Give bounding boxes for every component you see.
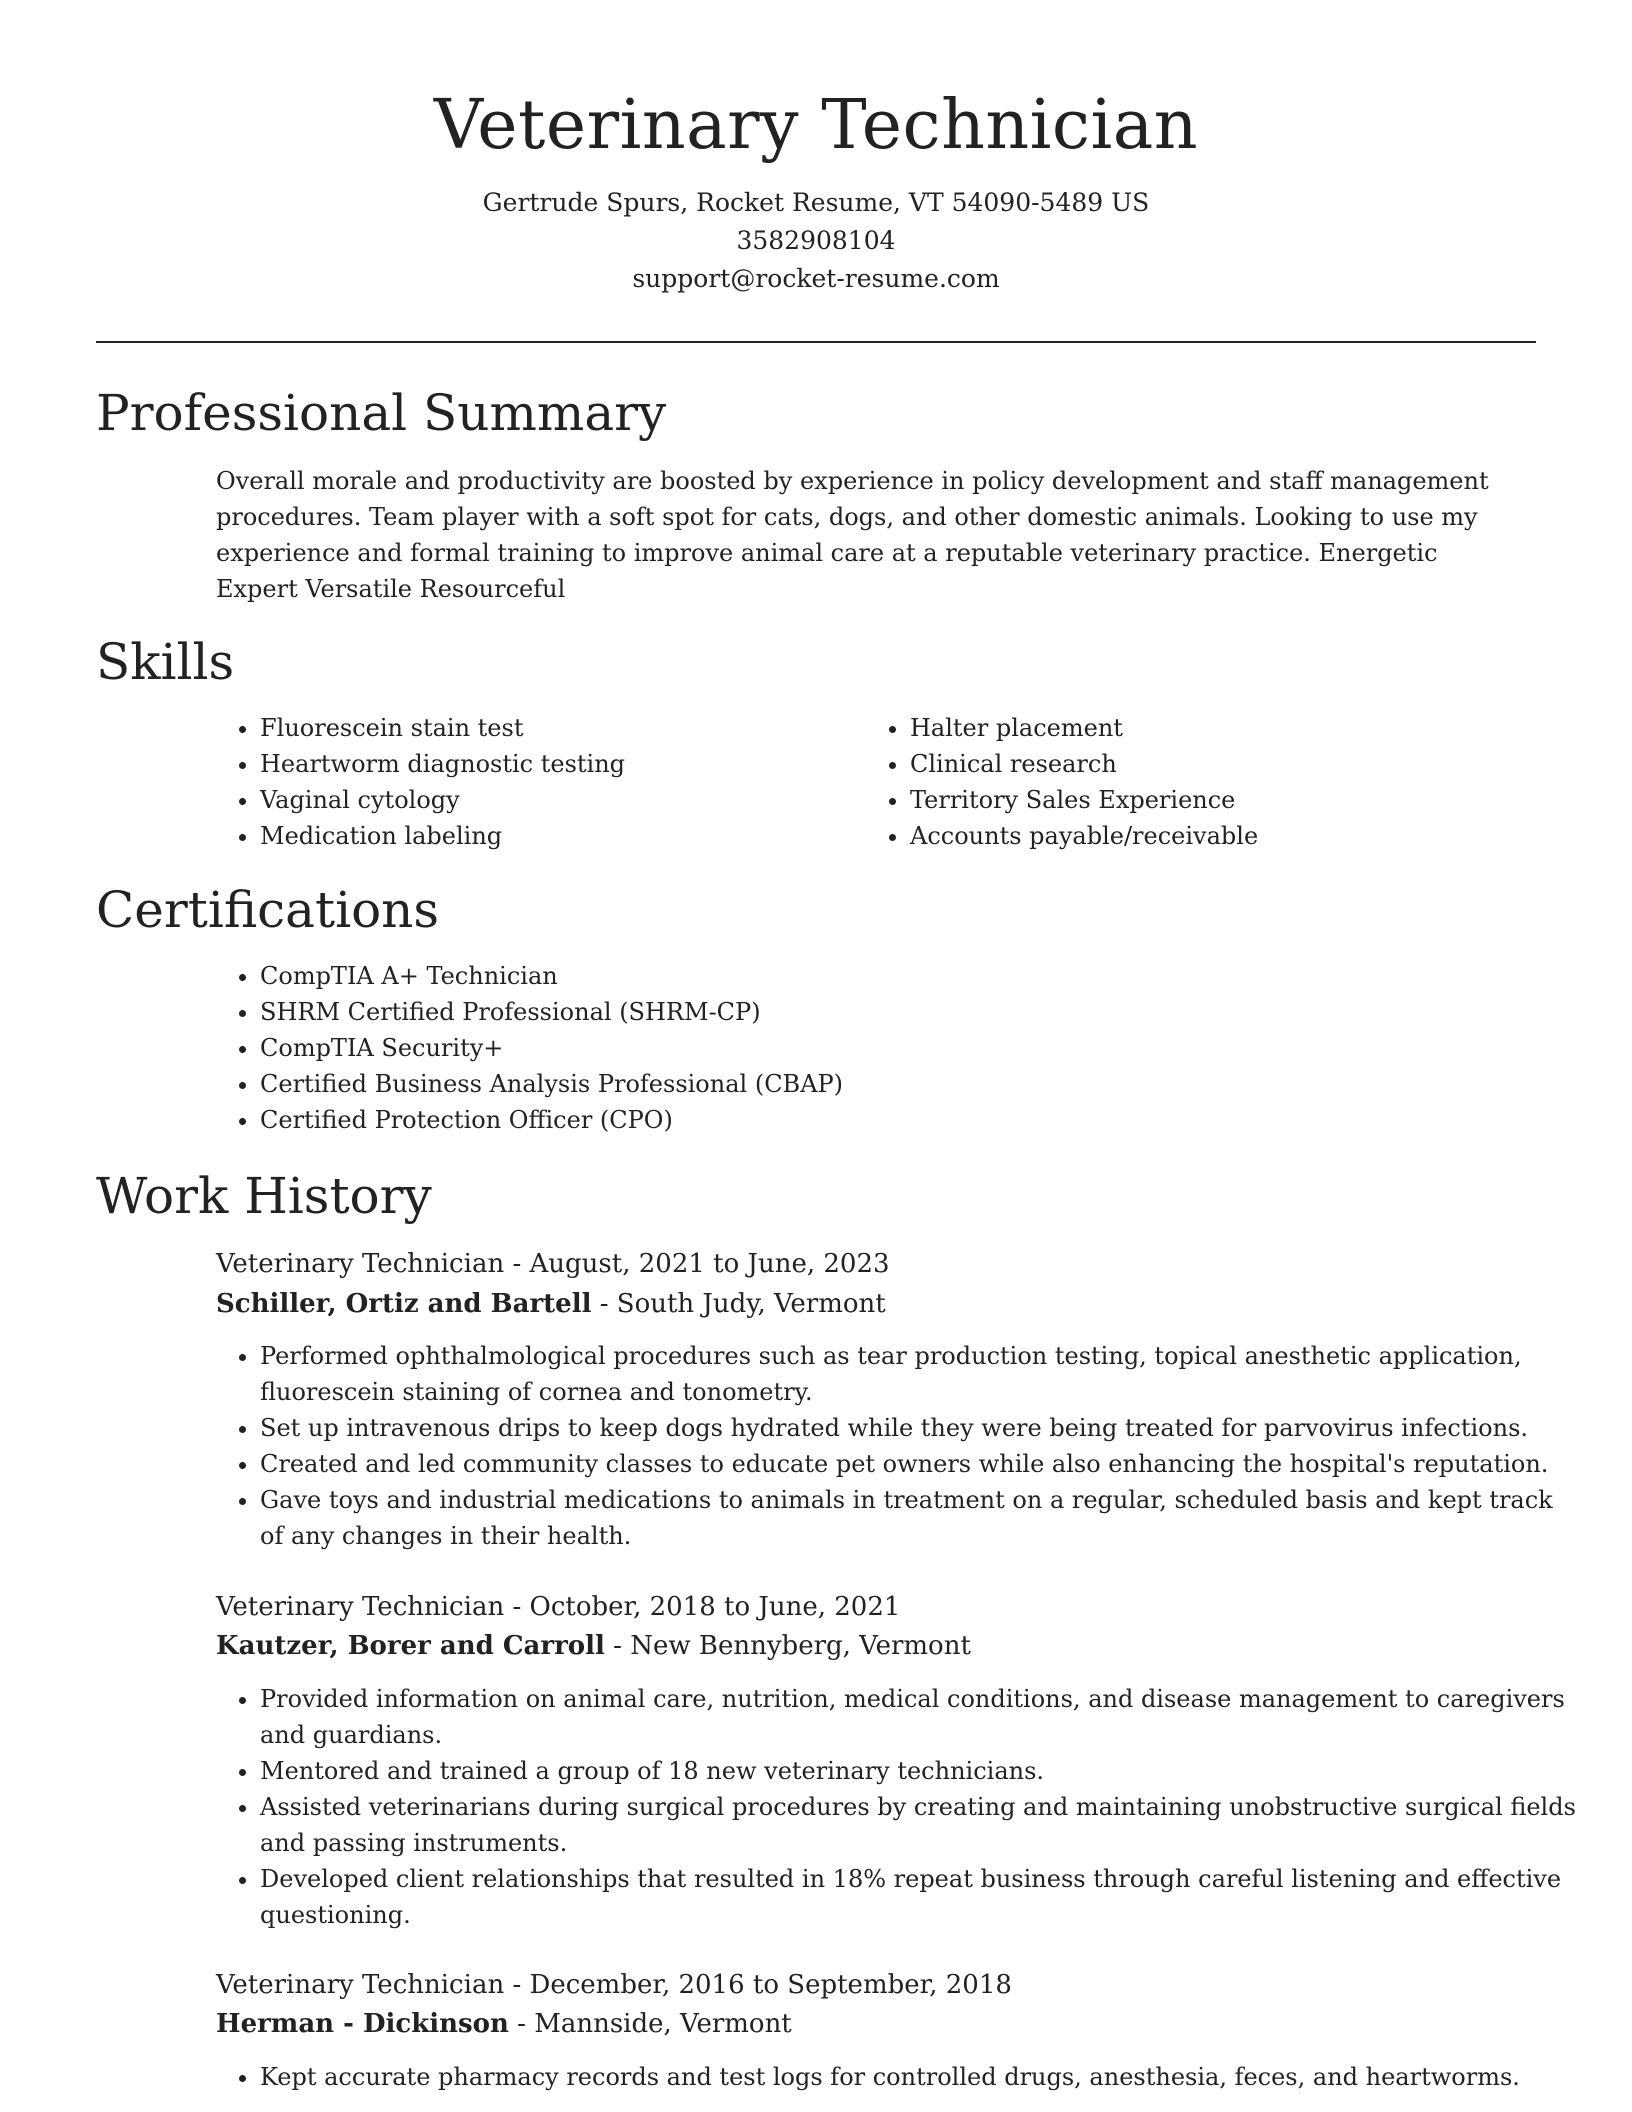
job-dates: - December, 2016 to September, 2018	[504, 1970, 1012, 2000]
certifications-list	[216, 958, 1560, 1138]
job-company-line	[216, 1627, 971, 1665]
job-company-line	[216, 2005, 792, 2043]
job-location: - South Judy, Vermont	[591, 1289, 886, 1319]
skill-item: • Accounts payable/receivable	[910, 818, 1550, 854]
job-title: Veterinary Technician	[216, 1592, 505, 1622]
job-location: - Mannside, Vermont	[508, 2009, 792, 2039]
skill-item: • Fluorescein stain test	[260, 710, 840, 746]
skill-item: • Heartworm diagnostic testing	[260, 746, 840, 782]
job-bullet: • Gave toys and industrial medications to animals in treatment on a regular, scheduled basis and kept track of any changes in their health.	[260, 1482, 1582, 1554]
resume-name: Veterinary Technician	[433, 86, 1199, 165]
skills-heading: Skills	[96, 633, 235, 691]
job-bullet: • Developed client relationships that resulted in 18% repeat business through careful listening and effective questioning.	[260, 1861, 1582, 1933]
contact-email: support@rocket-resume.com	[632, 264, 1000, 293]
certification-item: • CompTIA A+ Technician	[260, 958, 1560, 994]
job-title-line	[216, 1245, 890, 1283]
job-title-line	[216, 1966, 1012, 2004]
job-company: Herman - Dickinson	[216, 2009, 509, 2039]
job-company: Kautzer, Borer and Carroll	[216, 1631, 605, 1661]
job-dates: - August, 2021 to June, 2023	[504, 1249, 890, 1279]
certifications-heading: Certifications	[96, 881, 440, 939]
job-bullets	[216, 1338, 1582, 1554]
job-bullet: • Created and led community classes to educate pet owners while also enhancing the hospital's reputation.	[260, 1446, 1582, 1482]
job-bullet: • Provided information on animal care, nutrition, medical conditions, and disease management to caregivers and guardians.	[260, 1681, 1582, 1753]
job-bullets	[216, 1681, 1582, 1933]
job-company-line	[216, 1285, 886, 1323]
certification-item: • SHRM Certified Professional (SHRM-CP)	[260, 994, 1560, 1030]
certification-item: • CompTIA Security+	[260, 1030, 1560, 1066]
work-history-heading: Work History	[96, 1167, 432, 1225]
skill-item: • Medication labeling	[260, 818, 840, 854]
job-title: Veterinary Technician	[216, 1249, 505, 1279]
job-bullet: • Set up intravenous drips to keep dogs hydrated while they were being treated for parvovirus infections.	[260, 1410, 1582, 1446]
contact-address: Gertrude Spurs, Rocket Resume, VT 54090-5489 US	[482, 188, 1150, 217]
job-bullet: • Kept accurate pharmacy records and test logs for controlled drugs, anesthesia, feces, and heartworms.	[260, 2059, 1582, 2095]
job-dates: - October, 2018 to June, 2021	[504, 1592, 901, 1622]
skill-item: • Vaginal cytology	[260, 782, 840, 818]
job-title-line	[216, 1588, 900, 1626]
skill-item: • Clinical research	[910, 746, 1550, 782]
job-location: - New Bennyberg, Vermont	[604, 1631, 971, 1661]
contact-phone: 3582908104	[736, 226, 896, 255]
summary-heading: Professional Summary	[96, 384, 667, 442]
header-divider	[96, 341, 1536, 343]
job-company: Schiller, Ortiz and Bartell	[216, 1289, 592, 1319]
job-bullet: • Performed ophthalmological procedures such as tear production testing, topical anesthetic application, fluorescein staining of cornea and tonometry.	[260, 1338, 1582, 1410]
certification-item: • Certified Business Analysis Professional (CBAP)	[260, 1066, 1560, 1102]
job-bullets	[216, 2059, 1582, 2095]
job-bullet: • Mentored and trained a group of 18 new veterinary technicians.	[260, 1753, 1582, 1789]
skill-item: • Halter placement	[910, 710, 1550, 746]
job-title: Veterinary Technician	[216, 1970, 505, 2000]
skills-list-right	[866, 710, 1550, 854]
job-bullet: • Assisted veterinarians during surgical procedures by creating and maintaining unobstructive surgical fields and passing instruments.	[260, 1789, 1582, 1861]
skill-item: • Territory Sales Experience	[910, 782, 1550, 818]
summary-text: Overall morale and productivity are boosted by experience in policy development and staff management procedures. Team player with a soft spot for cats, dogs, and other domestic animals. Looking to use my experience and formal training to improve animal care at a reputable veterinary practice. Energetic Expert Versatile Resourceful	[216, 467, 1489, 603]
certification-item: • Certified Protection Officer (CPO)	[260, 1102, 1560, 1138]
skills-list-left	[216, 710, 840, 854]
resume-header	[96, 78, 1536, 298]
